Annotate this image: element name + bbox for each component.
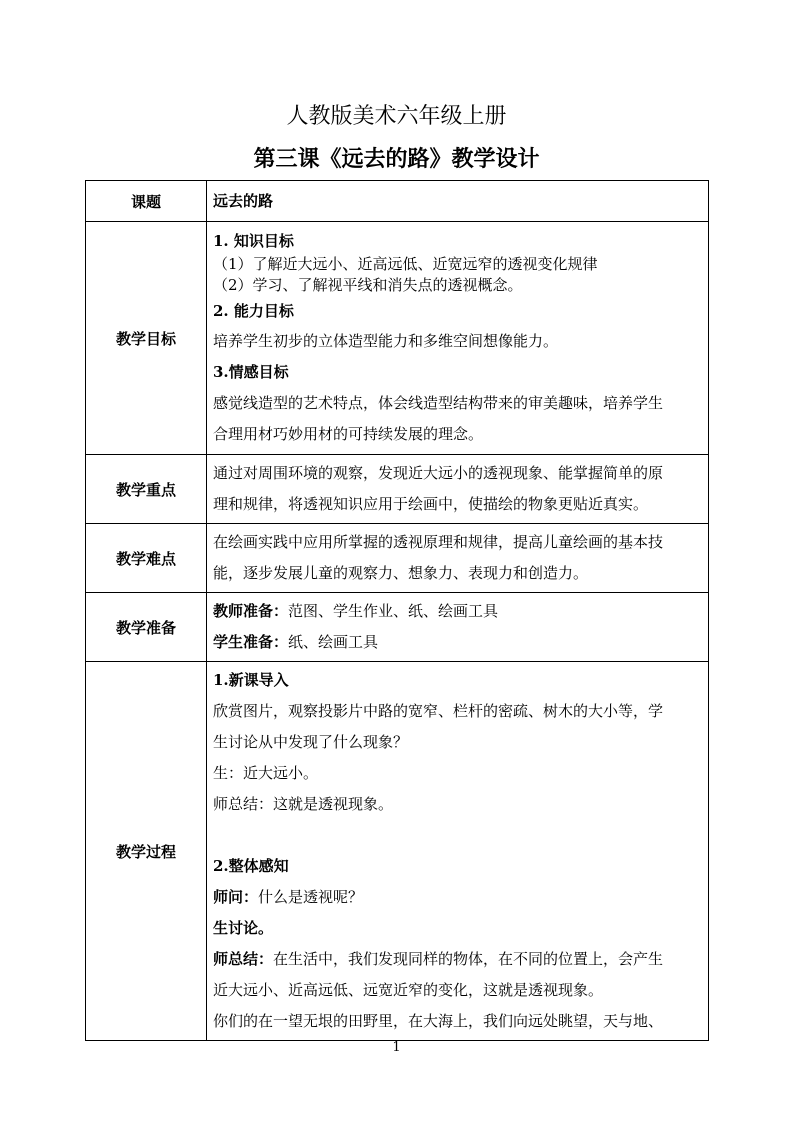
teacher-summary-line-2: 近大远小、近高远低、远宽近窄的变化，这就是透视现象。 (213, 981, 604, 999)
student-prep-label: 学生准备： (213, 633, 289, 651)
emotion-line-1: 感觉线造型的艺术特点，体会线造型结构带来的审美趣味，培养学生 (213, 394, 664, 412)
table-row-goals (86, 222, 709, 455)
student-prep-value: 纸、绘画工具 (288, 633, 379, 651)
knowledge-item-1: （1）了解近大远小、近高远低、近宽远窄的透视变化规律 (213, 255, 598, 273)
row-content-focus (207, 455, 709, 524)
process-para-1d: 师总结：这就是透视现象。 (213, 795, 394, 813)
document-title: 人教版美术六年级上册 (286, 104, 507, 129)
ability-heading: 2. 能力目标 (213, 302, 294, 320)
teacher-question-value: 什么是透视呢？ (258, 888, 364, 906)
row-label-topic: 课题 (86, 181, 207, 222)
knowledge-heading: 1. 知识目标 (213, 232, 294, 250)
teacher-prep-value: 范图、学生作业、纸、绘画工具 (288, 602, 499, 620)
row-content-prep (207, 593, 709, 662)
knowledge-item-2: （2）学习、了解视平线和消失点的透视概念。 (213, 276, 523, 294)
teacher-summary (213, 944, 702, 975)
row-label-prep: 教学准备 (86, 593, 207, 662)
table-row-difficulty (86, 524, 709, 593)
teacher-summary-value: 在生活中，我们发现同样的物体，在不同的位置上，会产生 (273, 950, 664, 968)
row-content-goals (207, 222, 709, 455)
focus-line-2: 理和规律，将透视知识应用于绘画中，使描绘的物象更贴近真实。 (213, 495, 649, 513)
table-row-process (86, 662, 709, 1041)
student-prep (213, 627, 702, 658)
table-row-focus (86, 455, 709, 524)
process-para-1c: 生：近大远小。 (213, 764, 319, 782)
page-number: 1 (392, 1040, 401, 1055)
process-para-1b: 生讨论从中发现了什么现象？ (213, 733, 409, 751)
row-label-difficulty: 教学难点 (86, 524, 207, 593)
emotion-line-2: 合理用材巧妙用材的可持续发展的理念。 (213, 425, 484, 443)
teacher-summary-label: 师总结： (213, 950, 274, 968)
teacher-question (213, 882, 702, 913)
process-heading-1: 1.新课导入 (213, 671, 289, 689)
table-row-prep (86, 593, 709, 662)
topic-value: 远去的路 (213, 191, 274, 210)
process-last-line: 你们的在一望无垠的田野里，在大海上，我们向远处眺望，天与地、 (213, 1012, 664, 1030)
row-content-topic (207, 181, 709, 222)
row-label-process: 教学过程 (86, 662, 207, 1041)
row-content-process (207, 662, 709, 1041)
row-content-difficulty (207, 524, 709, 593)
difficulty-line-2: 能，逐步发展儿童的观察力、想象力、表现力和创造力。 (213, 564, 589, 582)
difficulty-line-1: 在绘画实践中应用所掌握的透视原理和规律，提高儿童绘画的基本技 (213, 533, 664, 551)
process-heading-2: 2.整体感知 (213, 857, 289, 875)
ability-item: 培养学生初步的立体造型能力和多维空间想像能力。 (213, 332, 559, 350)
row-label-focus: 教学重点 (86, 455, 207, 524)
student-discussion: 生讨论。 (213, 919, 274, 937)
lesson-plan-table (85, 180, 709, 1041)
teacher-question-label: 师问： (213, 888, 259, 906)
teacher-prep (213, 596, 702, 627)
emotion-heading: 3.情感目标 (213, 363, 289, 381)
table-row-topic (86, 181, 709, 222)
row-label-goals: 教学目标 (86, 222, 207, 455)
document-subtitle: 第三课《远去的路》教学设计 (253, 146, 540, 172)
focus-line-1: 通过对周围环境的观察，发现近大远小的透视现象、能掌握简单的原 (213, 464, 664, 482)
process-para-1a: 欣赏图片，观察投影片中路的宽窄、栏杆的密疏、树木的大小等，学 (213, 702, 664, 720)
blank-line (213, 820, 702, 851)
teacher-prep-label: 教师准备： (213, 602, 289, 620)
